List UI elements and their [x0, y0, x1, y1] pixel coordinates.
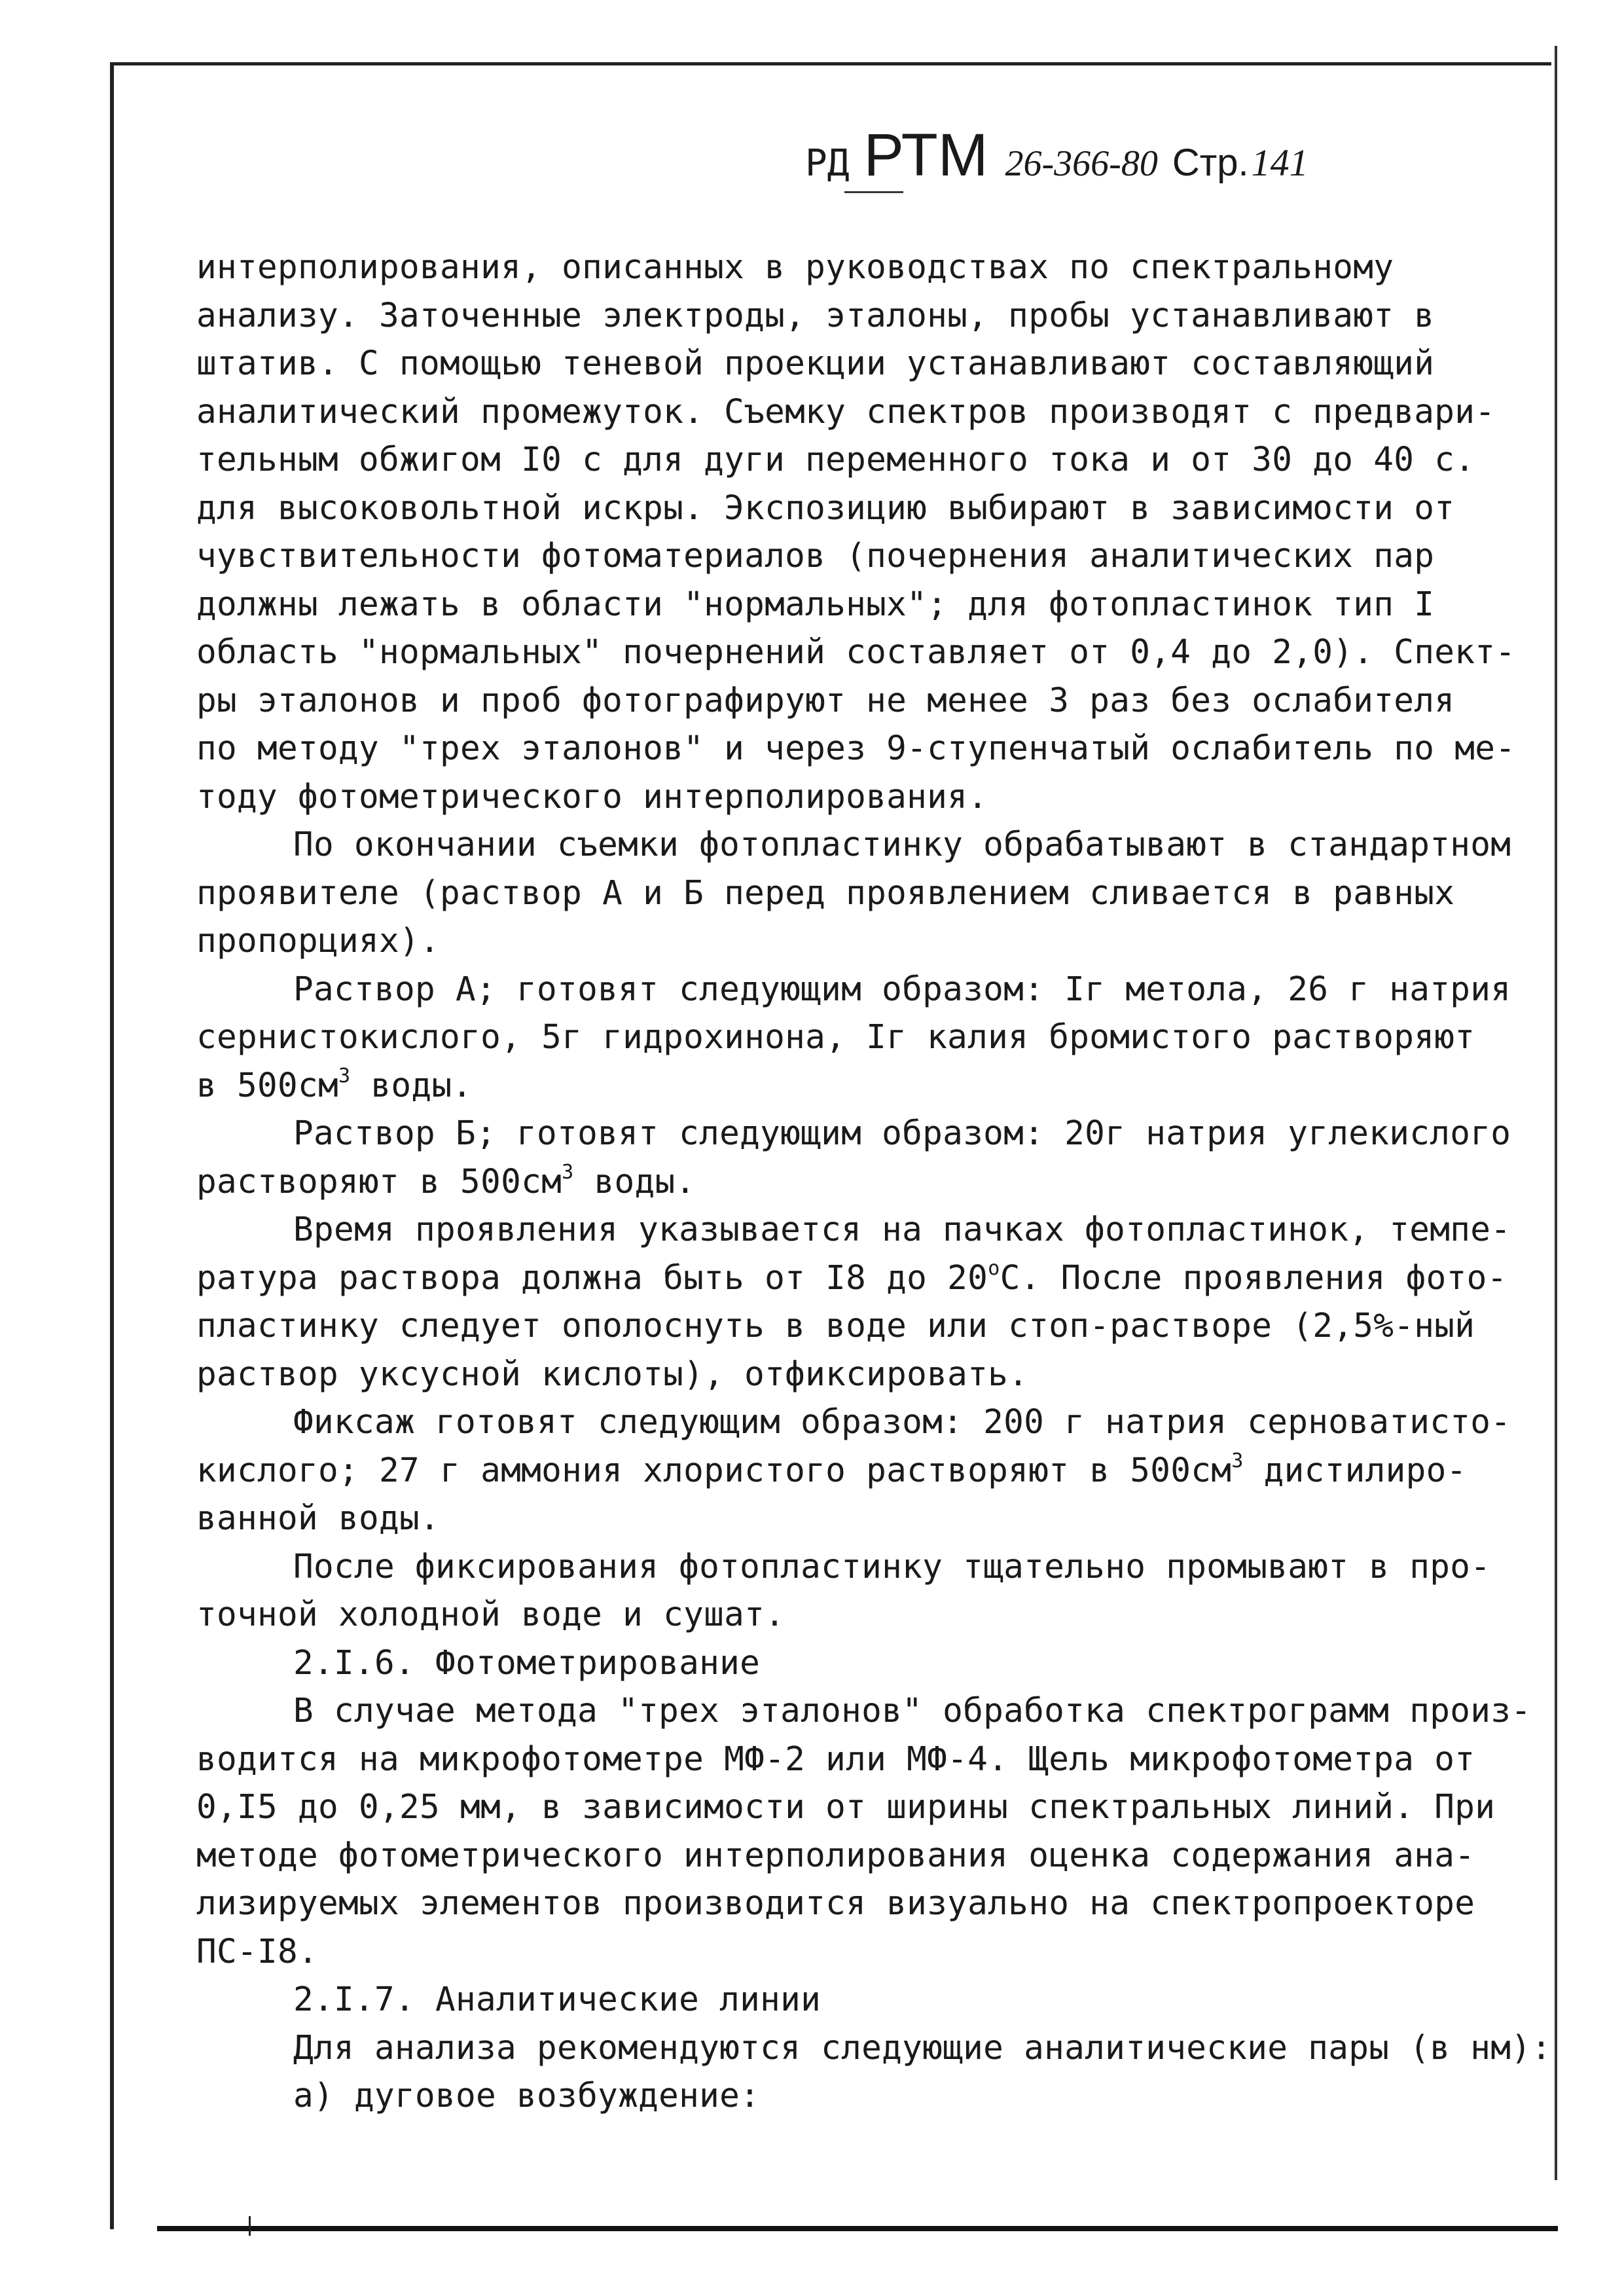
text-line: а) дуговое возбуждение:	[293, 2077, 761, 2115]
text-line	[196, 1062, 1538, 1110]
text-segment: воды.	[350, 1066, 473, 1105]
section-heading: 2.I.6. Фотометрирование	[293, 1643, 761, 1683]
page-frame-right	[1555, 46, 1557, 2180]
text-line: тельным обжигом I0 с для дуги переменного тока и от 30 до 40 с.	[196, 441, 1475, 479]
text-line: штатив. С помощью теневой проекции устанавливают составляющий	[196, 344, 1435, 383]
text-line	[196, 1447, 1538, 1495]
section-heading: 2.I.7. Аналитические линии	[293, 1980, 821, 2019]
document-header	[805, 121, 1394, 200]
text-line: Время проявления указывается на пачках фотопластинок, темпе-	[293, 1211, 1511, 1249]
text-segment: воды.	[573, 1162, 696, 1201]
text-line: аналитический промежуток. Съемку спектров производят с предвари-	[196, 392, 1496, 431]
frame-tick-mark	[249, 2216, 251, 2236]
text-line: раствор уксусной кислоты), отфиксировать.	[196, 1355, 1029, 1394]
text-line: водится на микрофотометре МФ-2 или МФ-4. Щель микрофотометра от	[196, 1740, 1475, 1779]
text-line: должны лежать в области "нормальных"; для фотопластинок тип I	[196, 585, 1435, 624]
page-frame-top	[111, 62, 1551, 65]
header-rtm: РТМ	[863, 122, 988, 189]
text-line: пропорциях).	[196, 922, 441, 960]
text-line: тоду фотометрического интерполирования.	[196, 777, 988, 816]
text-line: После фиксирования фотопластинку тщательно промывают в про-	[293, 1547, 1491, 1586]
text-line: пластинку следует ополоснуть в воде или стоп-растворе (2,5%-ный	[196, 1307, 1475, 1345]
superscript: 3	[562, 1160, 574, 1184]
header-page-number: 141	[1251, 141, 1308, 184]
superscript: 3	[1231, 1449, 1244, 1472]
text-line	[196, 1158, 1538, 1207]
text-line: для высоковольтной искры. Экспозицию выбирают в зависимости от	[196, 488, 1455, 528]
text-segment: растворяют в 500см	[196, 1162, 562, 1201]
text-line: ры эталонов и проб фотографируют не менее 3 раз без ослабителя	[196, 681, 1455, 720]
text-line: лизируемых элементов производится визуально на спектропроекторе	[196, 1884, 1475, 1923]
text-line: проявителе (раствор А и Б перед проявлением сливается в равных	[196, 873, 1455, 913]
text-line: Фиксаж готовят следующим образом: 200 г натрия серноватисто-	[293, 1403, 1511, 1442]
text-line: область "нормальных" почернений составляет от 0,4 до 2,0). Спект-	[196, 633, 1516, 672]
page-frame-left	[110, 62, 114, 2229]
text-line: сернистокислого, 5г гидрохинона, Iг калия бромистого растворяют	[196, 1018, 1475, 1057]
document-body	[196, 244, 1552, 2121]
text-segment: дистилиро-	[1243, 1451, 1467, 1490]
text-line: методе фотометрического интерполирования оценка содержания ана-	[196, 1836, 1475, 1875]
header-rd: РД	[805, 142, 850, 185]
page-frame-bottom	[157, 2226, 1558, 2231]
text-segment: кислого; 27 г аммония хлористого растворяют в 500см	[196, 1451, 1232, 1490]
text-line: анализу. Заточенные электроды, эталоны, пробы устанавливают в	[196, 296, 1435, 335]
text-line: по методу "трех эталонов" и через 9-ступенчатый ослабитель по ме-	[196, 729, 1516, 768]
text-line: ванной воды.	[196, 1499, 441, 1538]
text-line: В случае метода "трех эталонов" обработка спектрограмм произ-	[293, 1692, 1532, 1730]
text-line: По окончании съемки фотопластинку обрабатывают в стандартном	[293, 826, 1511, 864]
text-line: 0,I5 до 0,25 мм, в зависимости от ширины спектральных линий. При	[196, 1788, 1496, 1827]
text-line: Раствор А; готовят следующим образом: Iг метола, 26 г натрия	[293, 970, 1511, 1009]
header-page-label: Стр.	[1172, 141, 1249, 184]
text-line: Раствор Б; готовят следующим образом: 20г натрия углекислого	[293, 1114, 1511, 1153]
text-line: интерполирования, описанных в руководствах по спектральному	[196, 248, 1394, 287]
text-line: чувствительности фотоматериалов (почернения аналитических пар	[196, 537, 1435, 575]
text-segment: С. После проявления фото-	[1000, 1258, 1507, 1298]
text-segment: ратура раствора должна быть от I8 до 20	[196, 1258, 988, 1298]
text-segment: в 500см	[196, 1066, 339, 1105]
text-line: ПС-I8.	[196, 1932, 319, 1971]
text-line: Для анализа рекомендуются следующие аналитические пары (в нм):	[293, 2028, 1552, 2068]
superscript: о	[988, 1256, 1000, 1280]
text-line	[196, 1254, 1538, 1303]
superscript: 3	[338, 1064, 351, 1087]
header-underline	[844, 191, 903, 193]
header-doc-number: 26-366-80	[1005, 143, 1158, 184]
text-line: точной холодной воде и сушат.	[196, 1595, 785, 1634]
